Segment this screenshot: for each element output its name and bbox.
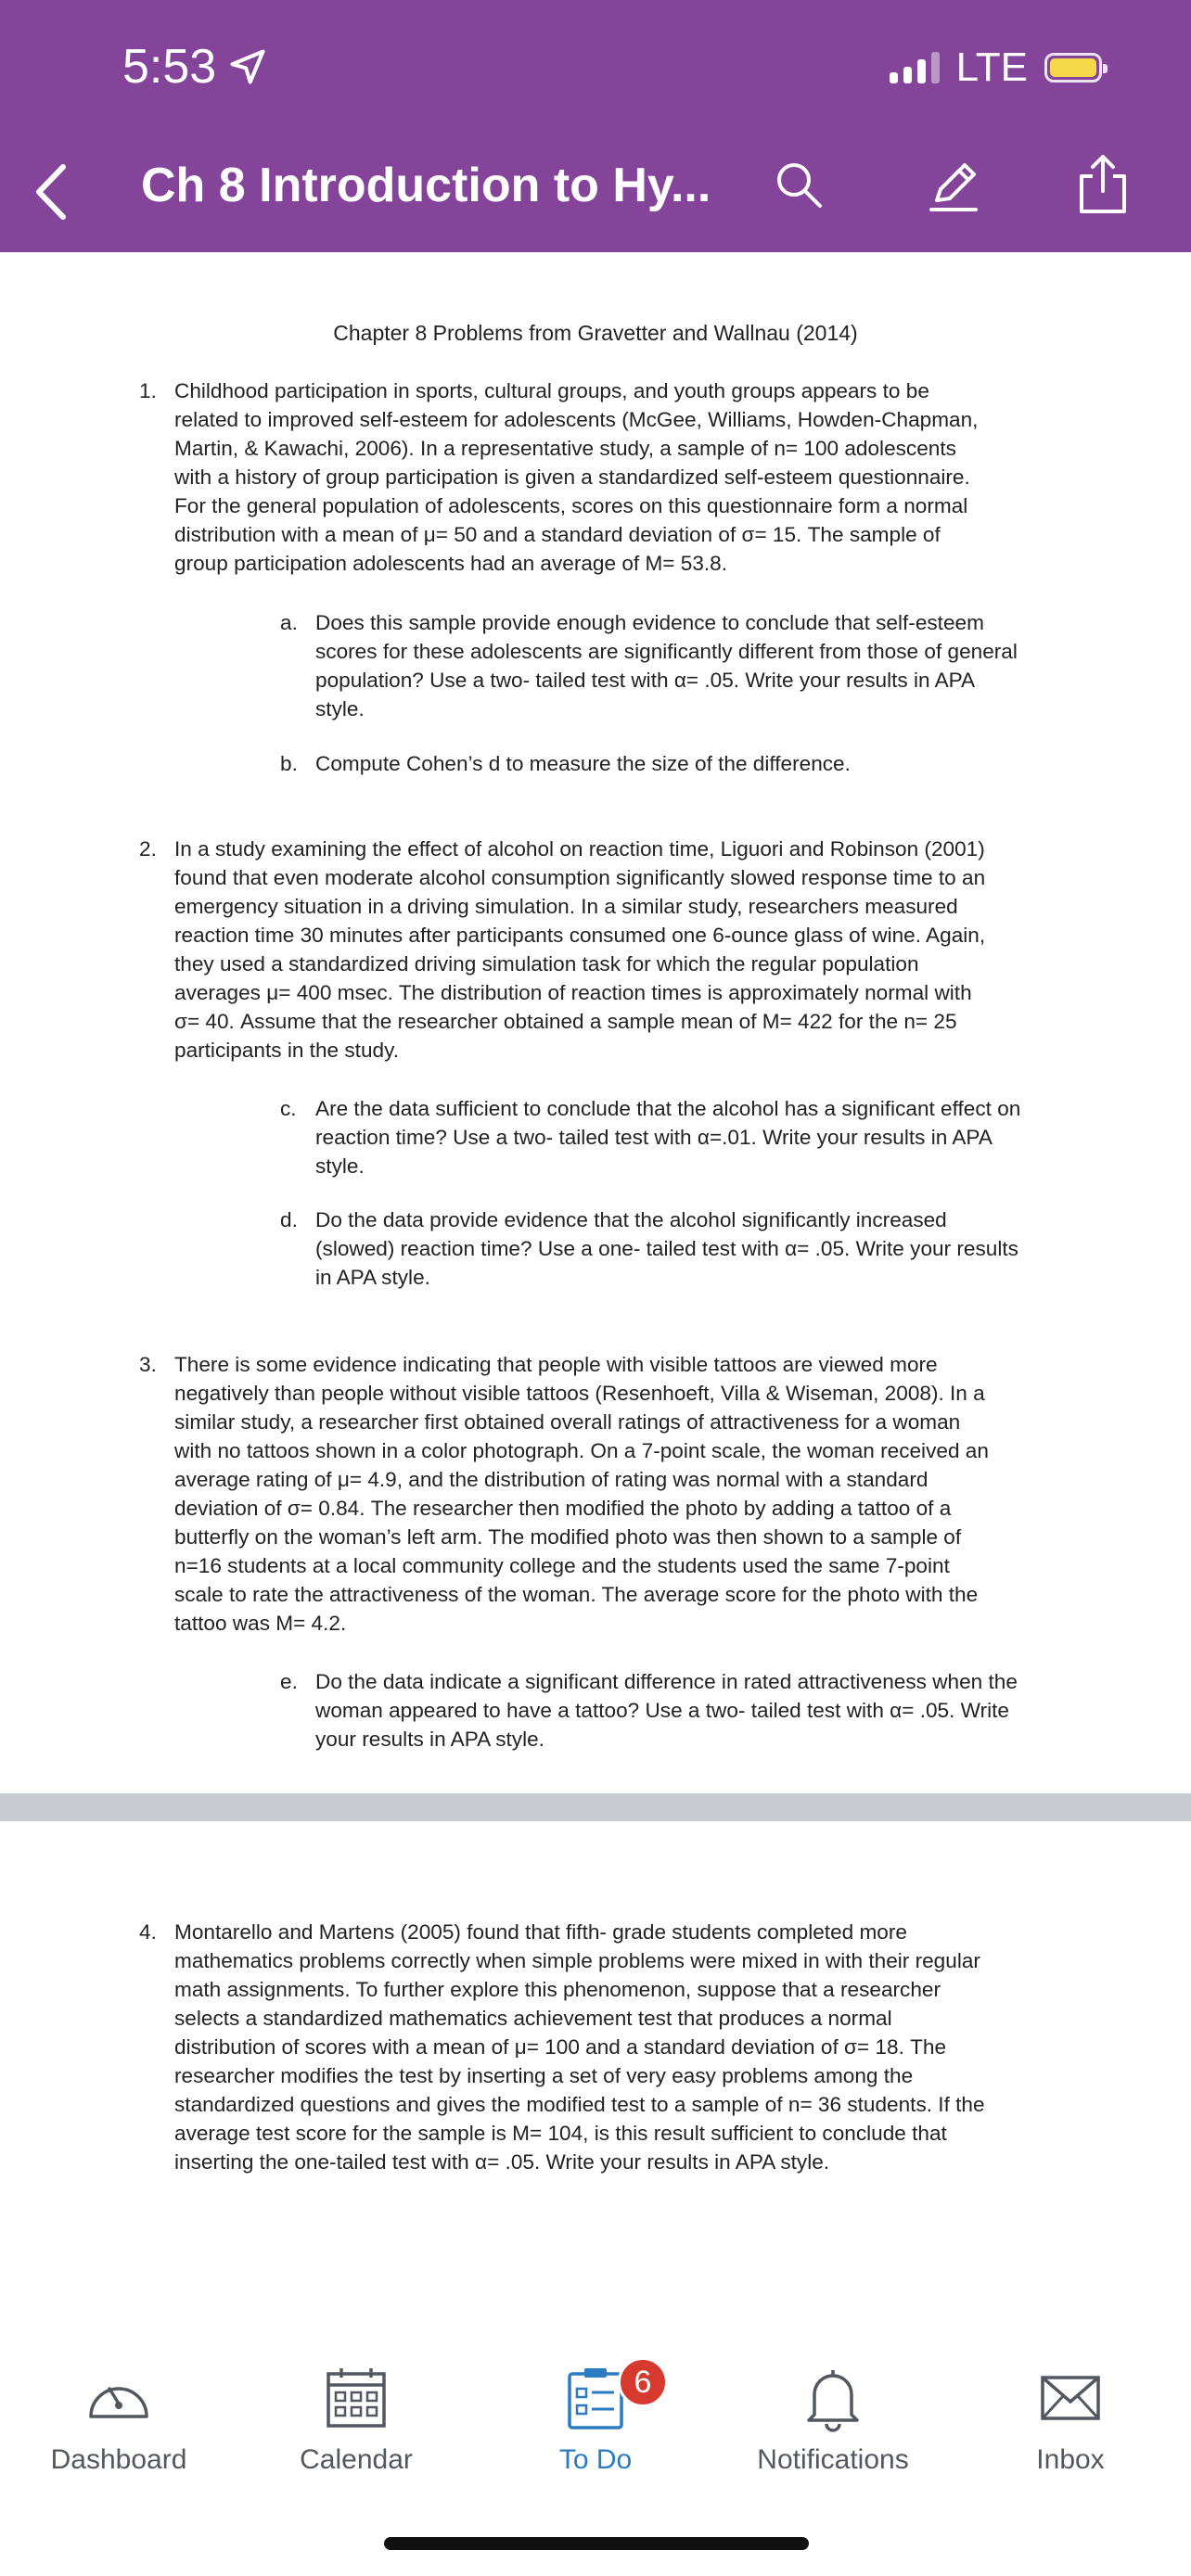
- envelope-icon: [1033, 2361, 1108, 2435]
- problem-line: deviation of σ= 0.84. The researcher then modified the photo by adding a tattoo of a: [174, 1497, 952, 1520]
- part-label: c.: [280, 1097, 297, 1120]
- problem-line: group participation adolescents had an average of M= 53.8.: [174, 552, 727, 575]
- tab-label: Notifications: [757, 2444, 909, 2475]
- problem-line: average test score for the sample is M= 104, is this result sufficient to conclude that: [174, 2122, 947, 2145]
- battery-icon: [1044, 53, 1102, 83]
- problem-3-part-e: [280, 1667, 1057, 1753]
- problem-line: related to improved self-esteem for adolescents (McGee, Williams, Howden-Chapman,: [174, 408, 979, 431]
- problem-line: n=16 students at a local community college and the students used the same 7-point: [174, 1554, 950, 1577]
- tab-dashboard[interactable]: [7, 2337, 230, 2476]
- problem-line: negatively than people without visible tattoos (Resenhoeft, Villa & Wiseman, 2008). In a: [174, 1382, 985, 1405]
- problem-line: similar study, a researcher first obtained overall ratings of attractiveness for a woman: [174, 1410, 961, 1434]
- problem-line: they used a standardized driving simulation task for which the regular population: [174, 952, 919, 976]
- problem-line: found that even moderate alcohol consumption significantly slowed response time to an: [174, 866, 986, 889]
- part-line: population? Use a two- tailed test with α= .05. Write your results in APA: [315, 669, 976, 692]
- problem-line: There is some evidence indicating that people with visible tattoos are viewed more: [174, 1353, 938, 1376]
- tab-to-do[interactable]: [484, 2337, 707, 2476]
- chevron-left-icon[interactable]: [28, 159, 74, 224]
- part-label: d.: [280, 1208, 298, 1231]
- part-label: b.: [280, 752, 298, 775]
- tab-label: Calendar: [300, 2444, 413, 2475]
- status-indicators: [890, 45, 1102, 91]
- problem-number: 2.: [139, 837, 157, 861]
- app-header: [0, 0, 1191, 252]
- status-time: [122, 39, 268, 95]
- location-arrow-icon: [227, 46, 268, 87]
- problem-line: with no tattoos shown in a color photograph. On a 7-point scale, the woman received an: [174, 1439, 989, 1462]
- page-separator: [0, 1793, 1191, 1821]
- problem-line: reaction time 30 minutes after participants consumed one 6-ounce glass of wine. Again,: [174, 924, 986, 947]
- status-time-text: 5:53: [122, 40, 217, 94]
- problem-line: distribution with a mean of μ= 50 and a standard deviation of σ= 15. The sample of: [174, 523, 941, 546]
- part-line: in APA style.: [315, 1266, 430, 1289]
- tab-label: Inbox: [1036, 2444, 1105, 2475]
- share-icon[interactable]: [1070, 152, 1135, 217]
- problem-line: participants in the study.: [174, 1039, 399, 1062]
- tab-label: Dashboard: [50, 2444, 187, 2475]
- problem-line: In a study examining the effect of alcohol on reaction time, Liguori and Robinson (2001): [174, 837, 985, 861]
- problem-1: [139, 376, 1054, 578]
- part-line: style.: [315, 1154, 365, 1178]
- tab-inbox[interactable]: [959, 2337, 1182, 2476]
- problem-2-part-c: [280, 1094, 1057, 1180]
- bell-icon: [796, 2361, 870, 2435]
- part-label: e.: [280, 1670, 298, 1693]
- problem-line: selects a standardized mathematics achievement test that produces a normal: [174, 2007, 892, 2030]
- problem-line: tattoo was M= 4.2.: [174, 1612, 347, 1635]
- part-line: Do the data provide evidence that the alcohol significantly increased: [315, 1208, 947, 1231]
- cellular-signal-icon: [890, 52, 940, 83]
- problem-line: Childhood participation in sports, cultural groups, and youth groups appears to be: [174, 379, 929, 402]
- problem-line: averages μ= 400 msec. The distribution of reaction times is approximately normal with: [174, 981, 972, 1004]
- part-line: style.: [315, 697, 365, 721]
- problem-3: [139, 1350, 1054, 1638]
- problem-1-part-b: [280, 749, 1057, 778]
- part-line: Compute Cohen’s d to measure the size of the difference.: [315, 752, 851, 775]
- problem-line: scale to rate the attractiveness of the woman. The average score for the photo with the: [174, 1583, 979, 1606]
- home-indicator[interactable]: [384, 2537, 809, 2550]
- tab-calendar[interactable]: [245, 2337, 467, 2476]
- pen-icon[interactable]: [924, 156, 983, 215]
- problem-4: [139, 1918, 1054, 2176]
- problem-line: σ= 40. Assume that the researcher obtained a sample mean of M= 422 for the n= 25: [174, 1010, 957, 1033]
- problem-line: distribution of scores with a mean of μ= 100 and a standard deviation of σ= 18. The: [174, 2035, 947, 2059]
- problem-line: butterfly on the woman’s left arm. The modified photo was then shown to a sample of: [174, 1525, 962, 1549]
- problem-line: standardized questions and gives the modified test to a sample of n= 36 students. If the: [174, 2093, 985, 2116]
- part-line: woman appeared to have a tattoo? Use a two- tailed test with α= .05. Write: [315, 1699, 1009, 1722]
- problem-line: Martin, & Kawachi, 2006). In a representative study, a sample of n= 100 adolescents: [174, 437, 956, 460]
- part-line: Do the data indicate a significant difference in rated attractiveness when the: [315, 1670, 1018, 1693]
- dashboard-gauge-icon: [82, 2361, 156, 2435]
- problem-number: 3.: [139, 1353, 157, 1376]
- problem-number: 4.: [139, 1920, 157, 1944]
- calendar-icon: [319, 2361, 393, 2435]
- problem-line: with a history of group participation is given a standardized self-esteem questionnaire.: [174, 465, 970, 489]
- problem-line: researcher modifies the test by inserting a set of very easy problems among the: [174, 2064, 914, 2087]
- problem-2-part-d: [280, 1205, 1057, 1292]
- problem-line: average rating of μ= 4.9, and the distribution of rating was normal with a standard: [174, 1468, 928, 1491]
- part-line: Are the data sufficient to conclude that the alcohol has a significant effect on: [315, 1097, 1021, 1120]
- part-line: Does this sample provide enough evidence to conclude that self-esteem: [315, 611, 984, 634]
- part-line: (slowed) reaction time? Use a one- tailed test with α= .05. Write your results: [315, 1237, 1018, 1260]
- part-line: scores for these adolescents are significantly different from those of general: [315, 640, 1018, 663]
- problem-line: inserting the one-tailed test with α= .05. Write your results in APA style.: [174, 2150, 830, 2174]
- todo-count-badge: 6: [618, 2357, 668, 2407]
- part-label: a.: [280, 611, 298, 634]
- tab-notifications[interactable]: [722, 2337, 944, 2476]
- part-line: your results in APA style.: [315, 1728, 544, 1751]
- problem-1-part-a: [280, 608, 1057, 723]
- problem-2: [139, 835, 1054, 1065]
- page-title: Chapter 8 Problems from Gravetter and Wallnau (2014): [333, 321, 858, 345]
- problem-line: math assignments. To further explore this phenomenon, suppose that a researcher: [174, 1978, 941, 2001]
- problem-line: mathematics problems correctly when simple problems were mixed in with their regular: [174, 1949, 980, 1972]
- tab-label: To Do: [558, 2444, 633, 2475]
- problem-line: emergency situation in a driving simulation. In a similar study, researchers measured: [174, 895, 958, 918]
- search-icon[interactable]: [770, 156, 829, 215]
- problem-line: For the general population of adolescents, scores on this questionnaire form a normal: [174, 494, 968, 517]
- problem-number: 1.: [139, 379, 157, 402]
- part-line: reaction time? Use a two- tailed test with α=.01. Write your results in APA: [315, 1126, 992, 1149]
- problem-line: Montarello and Martens (2005) found that fifth- grade students completed more: [174, 1920, 907, 1944]
- document-title: Ch 8 Introduction to Hy...: [141, 159, 711, 212]
- network-type: LTE: [955, 45, 1028, 90]
